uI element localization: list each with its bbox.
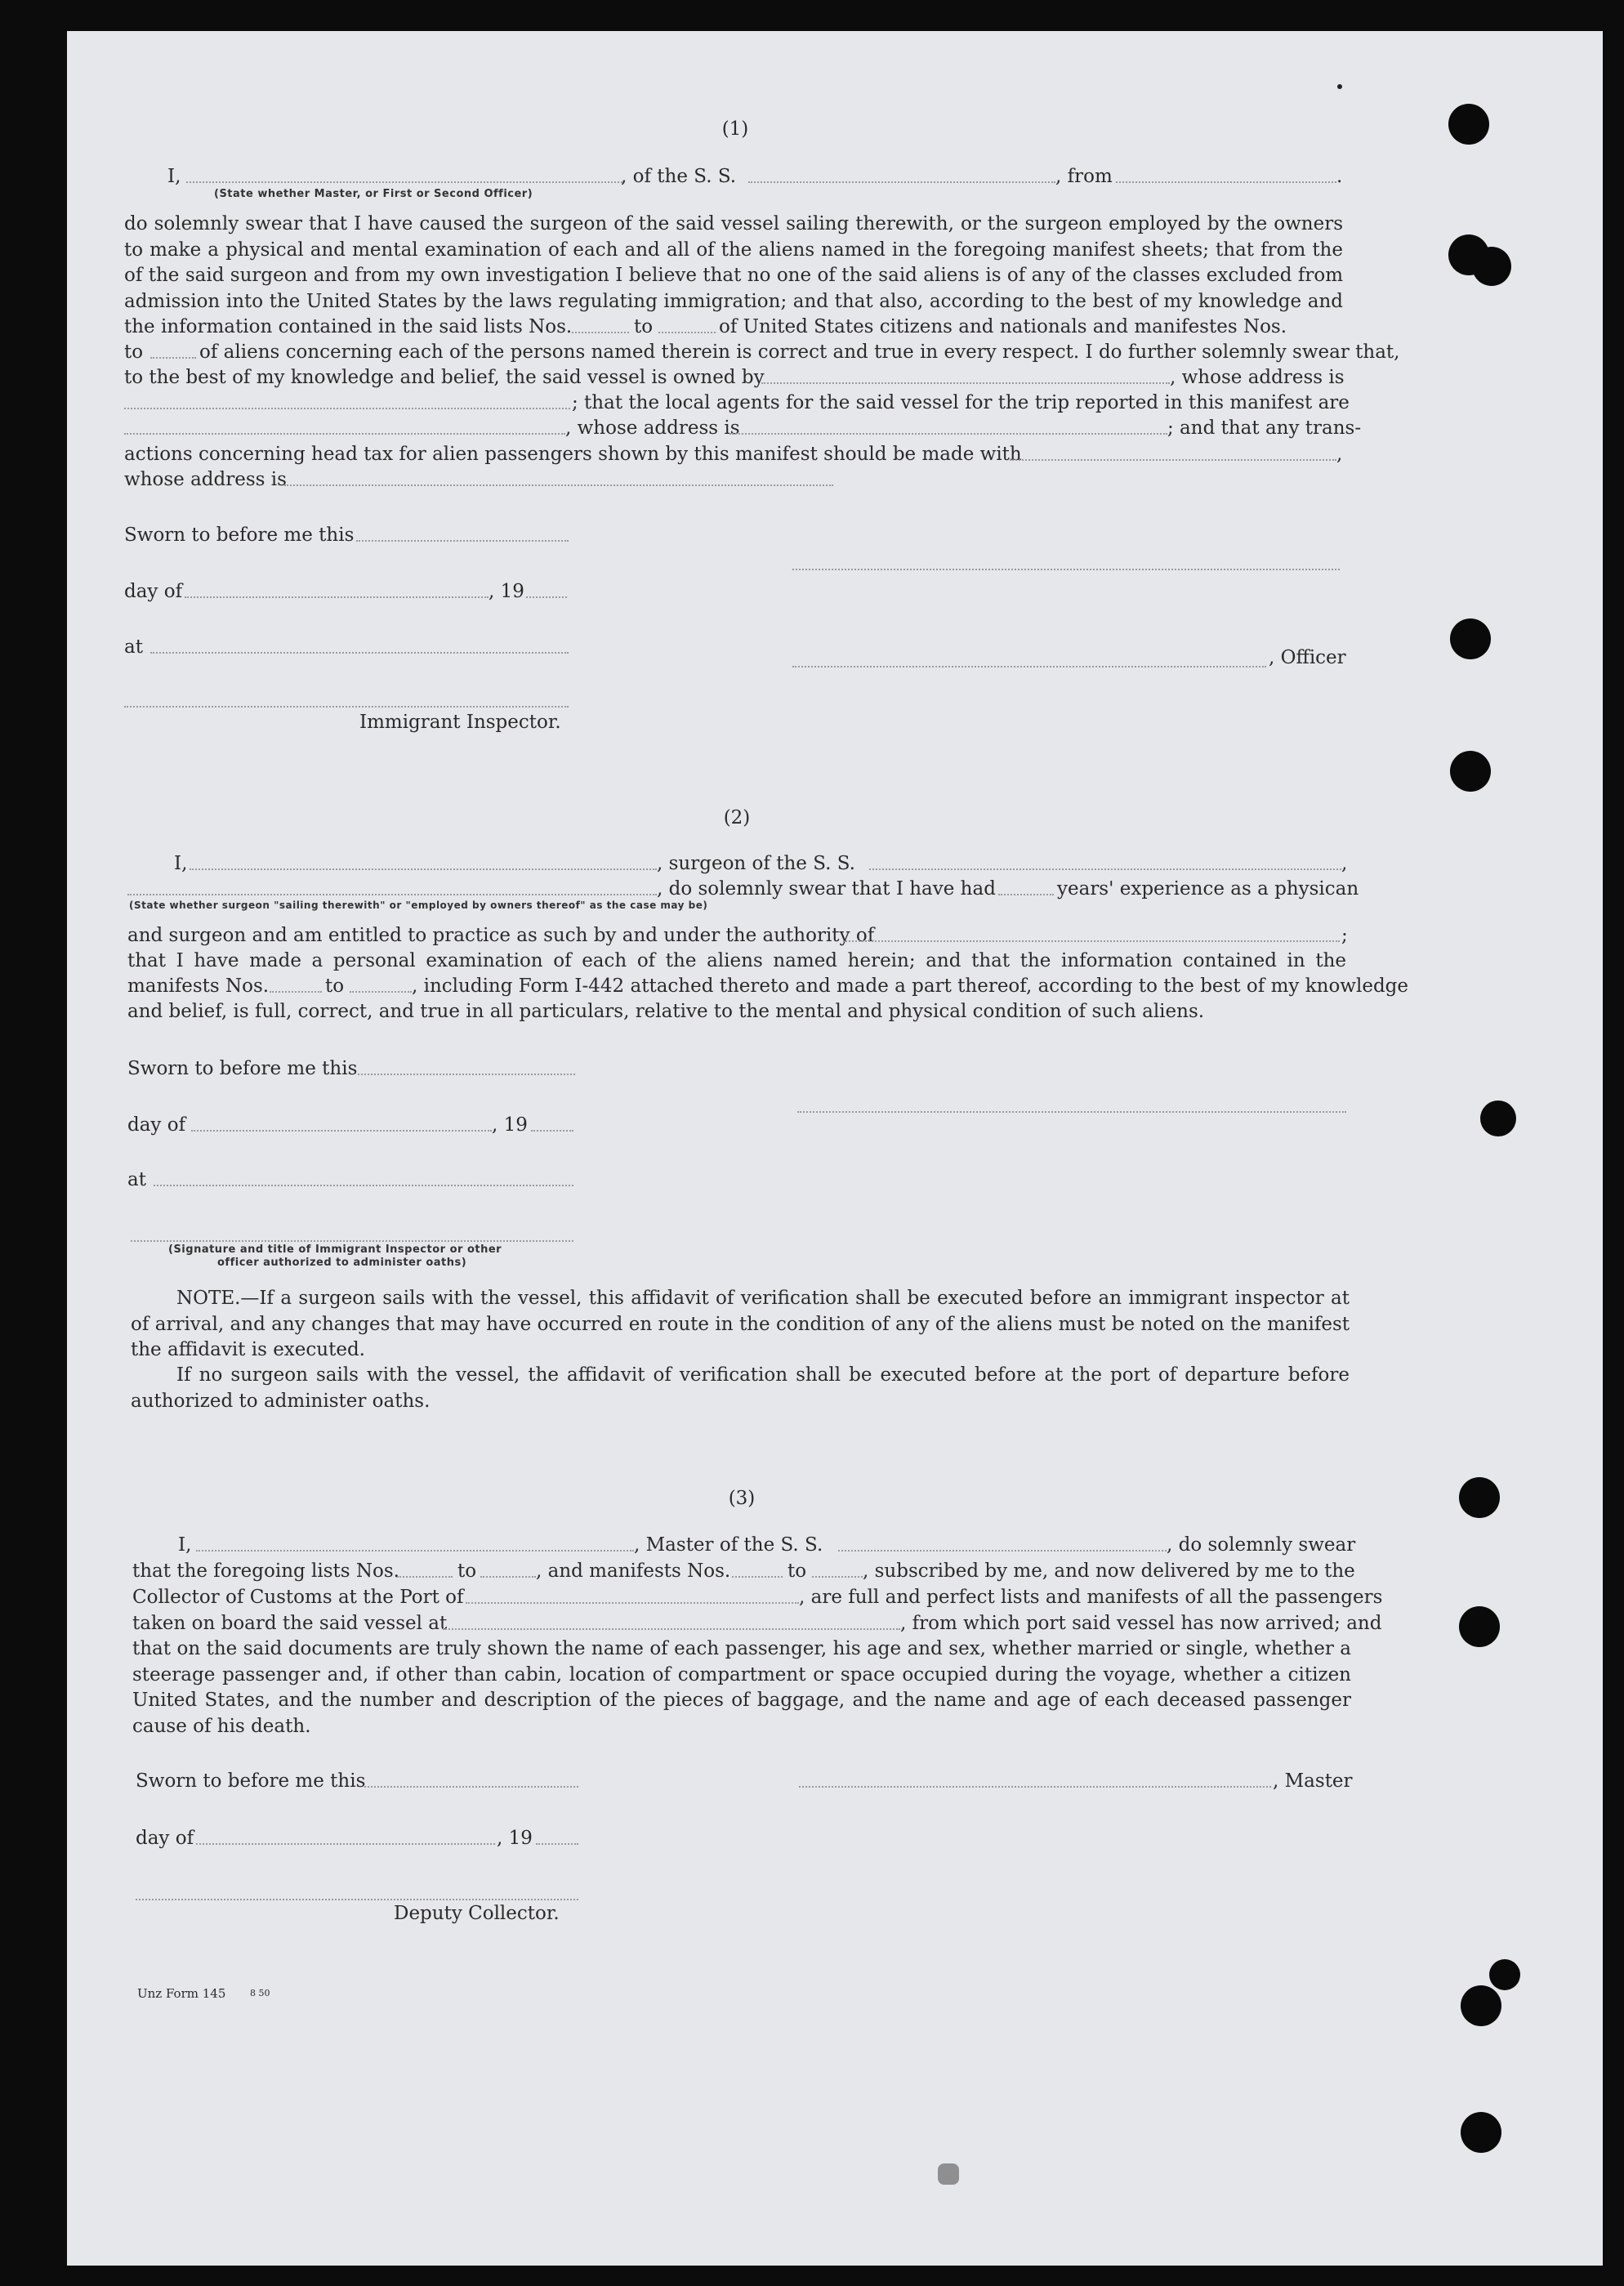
punch-hole [1450,751,1491,792]
text: , Officer [1269,647,1346,668]
blank-line[interactable] [186,181,622,183]
text: , 19 [492,1114,528,1136]
blank-line[interactable] [150,652,569,654]
text: ; [1341,925,1348,946]
text: the information contained in the said lists Nos. [124,316,573,337]
signature-line[interactable] [792,666,1266,667]
blank-line[interactable] [531,1130,573,1132]
text: to [124,342,144,363]
blank-line[interactable] [270,991,322,993]
note-paragraph [131,1363,1350,1414]
text: , [1336,444,1343,465]
blank-line[interactable] [185,596,489,598]
text: day of [127,1114,186,1136]
signature-note: (Signature and title of Immigrant Inspector or other [168,1243,502,1256]
text: day of [124,581,183,602]
blank-line[interactable] [572,332,629,333]
text: years' experience as a physican [1057,878,1359,900]
blank-line[interactable] [358,1074,575,1075]
blank-line[interactable] [350,991,412,993]
blank-line[interactable] [1116,181,1336,183]
blank-line[interactable] [812,1576,863,1578]
punch-hole [1480,1101,1516,1136]
text: , surgeon of the S. S. [657,853,855,874]
blank-line[interactable] [356,540,569,542]
text-line: If no surgeon sails with the vessel, the affidavit of verification shall be executed before at the port of departure before [176,1364,1350,1386]
form-date: 8 50 [250,1988,270,1998]
blank-line[interactable] [284,484,833,486]
text: , [1341,853,1348,874]
text: at [124,636,143,658]
text: Sworn to before me this [124,525,355,546]
punch-hole [1459,1606,1500,1647]
blank-line[interactable] [526,596,567,598]
text: , do solemnly swear [1167,1534,1356,1556]
punch-hole [1489,1959,1520,1990]
blank-line[interactable] [729,433,1167,435]
text: ; and that any trans- [1167,417,1362,439]
paragraph [124,212,1343,315]
signature-line[interactable] [792,569,1340,570]
text-line: admission into the United States by the laws regulating immigration; and that also, according to the best of my knowledge and [124,290,1343,312]
text: manifests Nos. [127,976,270,997]
signature-line[interactable] [799,1786,1271,1788]
field-note: (State whether Master, or First or Second Officer) [214,188,533,200]
text: . [1336,166,1343,187]
signature-line[interactable] [136,1899,578,1900]
blank-line[interactable] [443,1628,900,1630]
text-line: that on the said documents are truly shown the name of each passenger, his age and sex, whether married or single, whether a [132,1638,1351,1659]
punch-hole [1448,104,1489,145]
signature-line[interactable] [131,1240,573,1242]
text: Sworn to before me this [127,1058,358,1079]
signature-note: officer authorized to administer oaths) [217,1257,467,1269]
punch-hole [1461,1985,1501,2026]
text: , of the S. S. [621,166,737,187]
blank-line[interactable] [843,940,1340,942]
text: , from which port said vessel has now arrived; and [900,1613,1382,1634]
text-line: United States, and the number and description of the pieces of baggage, and the name and age of each deceased passenger [132,1690,1351,1711]
punch-hole [1461,2112,1501,2153]
blank-line[interactable] [838,1550,1167,1552]
section-number: (2) [723,807,751,828]
blank-line[interactable] [732,1576,783,1578]
text: actions concerning head tax for alien passengers shown by this manifest should be made with [124,444,1022,465]
text: to the best of my knowledge and belief, the said vessel is owned by [124,367,765,388]
text: , including Form I-442 attached thereto and made a part thereof, according to the best of my knowledge [412,976,1408,997]
blank-line[interactable] [466,1602,799,1604]
text-line: NOTE.—If a surgeon sails with the vessel, this affidavit of verification shall be executed before an immigrant inspector at [176,1288,1350,1309]
blank-line[interactable] [154,1185,573,1186]
text-line: that I have made a personal examination of each of the aliens named herein; and that the information contained in the [127,950,1346,971]
blank-line[interactable] [480,1576,536,1578]
text: Immigrant Inspector. [359,712,561,733]
paragraph [132,1636,1351,1739]
text: Deputy Collector. [394,1903,560,1924]
text: that the foregoing lists Nos. [132,1560,399,1582]
text: I, [174,853,188,874]
blank-line[interactable] [190,868,657,870]
text-line: cause of his death. [132,1715,311,1737]
punch-hole [1450,618,1491,659]
text: and belief, is full, correct, and true in all particulars, relative to the mental and physical condition of such aliens. [127,1001,1205,1022]
blank-line[interactable] [536,1843,578,1845]
text: taken on board the said vessel at [132,1613,448,1634]
text: to [634,316,654,337]
text: Collector of Customs at the Port of [132,1587,464,1608]
text: , from [1055,166,1113,187]
text-line: to make a physical and mental examination of each and all of the aliens named in the foregoing manifest sheets; that from the [124,239,1343,261]
punch-hole [1459,1477,1500,1518]
blank-line[interactable] [397,1576,453,1578]
paragraph [127,949,1346,975]
blank-line[interactable] [364,1786,578,1788]
text: , Master of the S. S. [634,1534,823,1556]
text: I, [167,166,181,187]
blank-line[interactable] [124,433,565,435]
blank-line[interactable] [658,332,716,333]
text: at [127,1169,146,1190]
blank-line[interactable] [127,894,657,895]
blank-line[interactable] [748,181,1055,183]
text: day of [136,1828,194,1849]
blank-line[interactable] [869,868,1341,870]
blank-line[interactable] [150,357,196,359]
text-line: authorized to administer oaths. [131,1390,431,1412]
blank-line[interactable] [998,894,1054,895]
blank-line[interactable] [191,1130,492,1132]
blank-line[interactable] [1010,459,1336,461]
text: , 19 [497,1828,533,1849]
form-number: Unz Form 145 [137,1986,226,2001]
text: Sworn to before me this [136,1770,366,1792]
text-line: of the said surgeon and from my own investigation I believe that no one of the said aliens is of any of the classes excluded from [124,265,1343,286]
text: of United States citizens and nationals and manifestes Nos. [719,316,1287,337]
blank-line[interactable] [196,1843,495,1845]
text: of aliens concerning each of the persons named therein is correct and true in every respect. I do further solemnly swear that, [199,342,1400,363]
blank-line[interactable] [124,408,570,409]
text: and surgeon and am entitled to practice as such by and under the authority of [127,925,875,946]
blank-line[interactable] [196,1550,634,1552]
note-paragraph [131,1286,1350,1364]
speck-mark [1337,84,1342,89]
field-note: (State whether surgeon "sailing therewith" or "employed by owners thereof" as the case may be) [129,900,708,911]
text: , whose address is [1170,367,1345,388]
text: , 19 [489,581,524,602]
text: , and manifests Nos. [536,1560,731,1582]
text-line: steerage passenger and, if other than cabin, location of compartment or space occupied during the voyage, whether a citizen [132,1663,1351,1685]
text-line: do solemnly swear that I have caused the surgeon of the said vessel sailing therewith, or the surgeon employed by the owners [124,213,1343,234]
text: to [787,1560,807,1582]
text: , subscribed by me, and now delivered by me to the [863,1560,1355,1582]
text: to [457,1560,477,1582]
blank-line[interactable] [761,382,1170,384]
speck-mark [938,2163,959,2185]
text: , are full and perfect lists and manifests of all the passengers [799,1587,1383,1608]
signature-line[interactable] [124,706,569,708]
text: , do solemnly swear that I have had [657,878,996,900]
signature-line[interactable] [797,1111,1346,1113]
section-number: (1) [721,118,749,140]
text: ; that the local agents for the said vessel for the trip reported in this manifest are [572,392,1350,413]
text: to [325,976,345,997]
punch-hole [1472,247,1511,286]
text: , whose address is [565,417,740,439]
text-line: of arrival, and any changes that may have occurred en route in the condition of any of the aliens must be noted on the manifest [131,1313,1350,1335]
text: whose address is [124,469,287,490]
text: I, [178,1534,192,1556]
text-line: the affidavit is executed. [131,1339,365,1360]
text: , Master [1273,1770,1353,1792]
section-number: (3) [728,1488,756,1509]
